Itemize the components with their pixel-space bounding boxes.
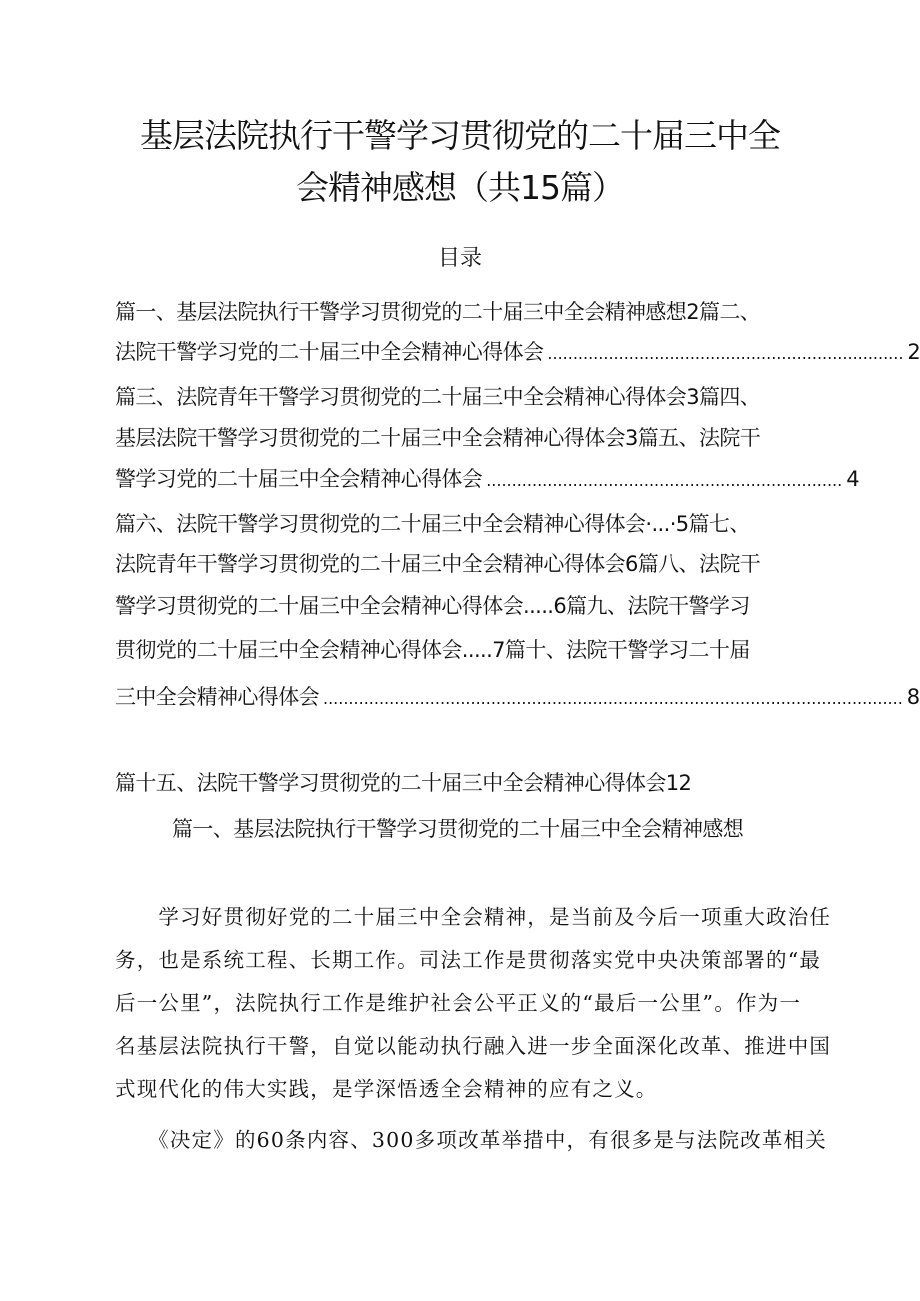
toc-heading: 目录: [437, 246, 482, 271]
toc-line[interactable]: 基层法院干警学习贯彻党的二十届三中全会精神心得体会3篇五、法院干: [115, 426, 761, 450]
toc-entry-text: 三中全会精神心得体会: [115, 685, 319, 709]
toc-page-number: 4: [846, 467, 859, 491]
paragraph-line: 务，也是系统工程、长期工作。司法工作是贯彻落实党中央决策部署的“最: [115, 948, 822, 972]
toc-leader-dots: ......................................................................: [547, 344, 904, 363]
toc-line[interactable]: 篇一、基层法院执行干警学习贯彻党的二十届三中全会精神感想2篇二、: [115, 300, 761, 324]
toc-leader-dots: ..................................................................................................................: [323, 689, 903, 708]
toc-line[interactable]: [115, 683, 920, 713]
toc-line-last[interactable]: 篇十五、法院干警学习贯彻党的二十届三中全会精神心得体会12: [115, 771, 692, 795]
toc-page-number: 8: [906, 685, 920, 709]
toc-line[interactable]: 篇六、法院干警学习贯彻党的二十届三中全会精神心得体会·...·5篇七、: [115, 512, 750, 536]
document-title-line-1: 基层法院执行干警学习贯彻党的二十届三中全: [140, 116, 780, 155]
paragraph-line: 式现代化的伟大实践，是学深悟透全会精神的应有之义。: [115, 1077, 658, 1101]
paragraph-line: 名基层法院执行干警，自觉以能动执行融入进一步全面深化改革、推进中国: [115, 1034, 832, 1058]
toc-page-number: 2: [907, 340, 920, 364]
document-title-line-2: 会精神感想（共15篇）: [296, 168, 624, 207]
toc-line[interactable]: [115, 465, 859, 495]
paragraph-line: 《决定》的60条内容、300多项改革举措中，有很多是与法院改革相关: [115, 1128, 827, 1152]
toc-line[interactable]: 贯彻党的二十届三中全会精神心得体会.....7篇十、法院干警学习二十届: [115, 638, 750, 662]
toc-entry-text: 法院干警学习党的二十届三中全会精神心得体会: [115, 340, 544, 364]
toc-line[interactable]: [115, 338, 920, 368]
toc-leader-dots: ......................................................................: [486, 471, 843, 490]
toc-entry-text: 警学习党的二十届三中全会精神心得体会: [115, 467, 483, 491]
toc-line[interactable]: 警学习贯彻党的二十届三中全会精神心得体会.....6篇九、法院干警学习: [115, 594, 750, 618]
paragraph-line: 学习好贯彻好党的二十届三中全会精神，是当前及今后一项重大政治任: [115, 905, 832, 929]
section-heading: 篇一、基层法院执行干警学习贯彻党的二十届三中全会精神感想: [172, 817, 744, 841]
paragraph-line: 后一公里”，法院执行工作是维护社会公平正义的“最后一公里”。作为一: [115, 991, 802, 1015]
toc-line[interactable]: 篇三、法院青年干警学习贯彻党的二十届三中全会精神心得体会3篇四、: [115, 385, 761, 409]
toc-line[interactable]: 法院青年干警学习贯彻党的二十届三中全会精神心得体会6篇八、法院干: [115, 552, 761, 576]
